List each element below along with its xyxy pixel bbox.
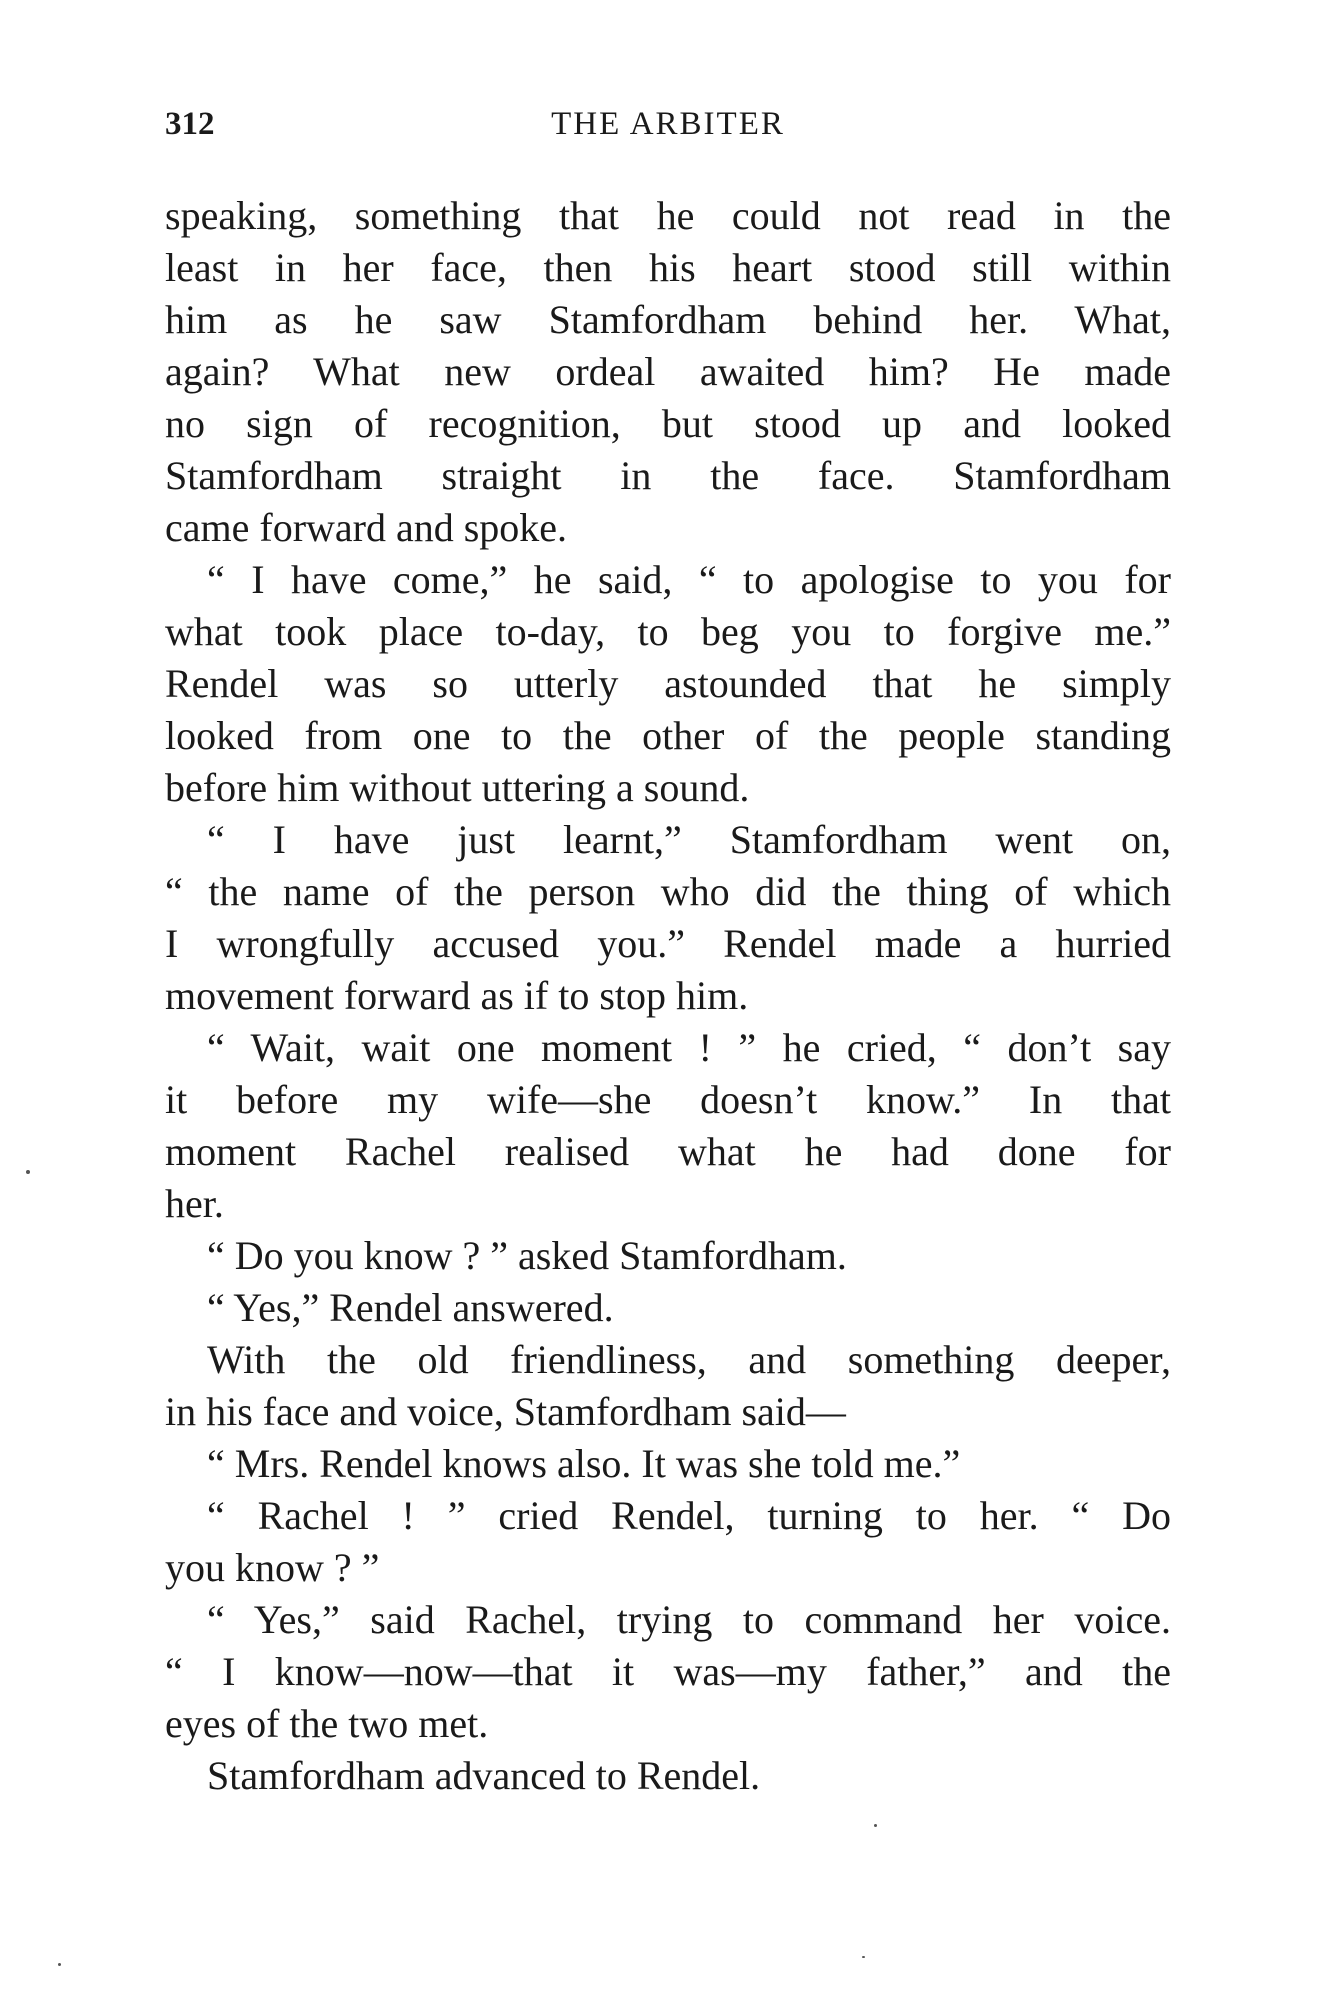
text-line: “ I have come,” he said, “ to apologise to you for <box>207 557 1171 602</box>
text-line: eyes of the two met. <box>165 1701 489 1746</box>
text-line: “ Rachel ! ” cried Rendel, turning to her. “ Do <box>207 1493 1171 1538</box>
text-line: “ I know—now—that it was—my father,” and the <box>165 1649 1171 1694</box>
text-line: Rendel was so utterly astounded that he simply <box>165 661 1171 706</box>
text-line: it before my wife—she doesn’t know.” In that <box>165 1077 1171 1122</box>
text-line: “ I have just learnt,” Stamfordham went on, <box>207 817 1171 862</box>
text-line: no sign of recognition, but stood up and looked <box>165 401 1171 446</box>
text-line: in his face and voice, Stamfordham said— <box>165 1389 846 1434</box>
text-line: you know ? ” <box>165 1545 380 1590</box>
text-line: came forward and spoke. <box>165 505 568 550</box>
text-line: her. <box>165 1181 224 1226</box>
text-line: Stamfordham straight in the face. Stamfordham <box>165 453 1171 498</box>
text-line: “ Mrs. Rendel knows also. It was she told me.” <box>207 1441 961 1486</box>
text-line: speaking, something that he could not read in the <box>165 193 1171 238</box>
text-line: again? What new ordeal awaited him? He made <box>165 349 1171 394</box>
text-line: looked from one to the other of the people standing <box>165 713 1171 758</box>
text-line: him as he saw Stamfordham behind her. What, <box>165 297 1171 342</box>
body-text <box>165 190 1171 1802</box>
text-line: before him without uttering a sound. <box>165 765 750 810</box>
text-line: least in her face, then his heart stood still within <box>165 245 1171 290</box>
text-line: what took place to-day, to beg you to forgive me.” <box>165 609 1171 654</box>
running-title: THE ARBITER <box>551 106 785 142</box>
page-header <box>165 106 1171 150</box>
text-line: “ Yes,” said Rachel, trying to command her voice. <box>207 1597 1171 1642</box>
text-line: movement forward as if to stop him. <box>165 973 749 1018</box>
text-line: moment Rachel realised what he had done for <box>165 1129 1171 1174</box>
text-line: “ Wait, wait one moment ! ” he cried, “ don’t say <box>207 1025 1171 1070</box>
text-line: “ Yes,” Rendel answered. <box>207 1285 614 1330</box>
paper-speck <box>58 1963 61 1966</box>
text-line: I wrongfully accused you.” Rendel made a hurried <box>165 921 1171 966</box>
text-line: “ Do you know ? ” asked Stamfordham. <box>207 1233 847 1278</box>
paper-speck <box>26 1170 30 1174</box>
text-line: With the old friendliness, and something deeper, <box>207 1337 1171 1382</box>
paper-speck <box>862 1956 865 1958</box>
paper-speck <box>874 1824 877 1827</box>
page-number: 312 <box>165 106 215 142</box>
text-line: “ the name of the person who did the thing of which <box>165 869 1171 914</box>
text-line: Stamfordham advanced to Rendel. <box>207 1753 761 1798</box>
